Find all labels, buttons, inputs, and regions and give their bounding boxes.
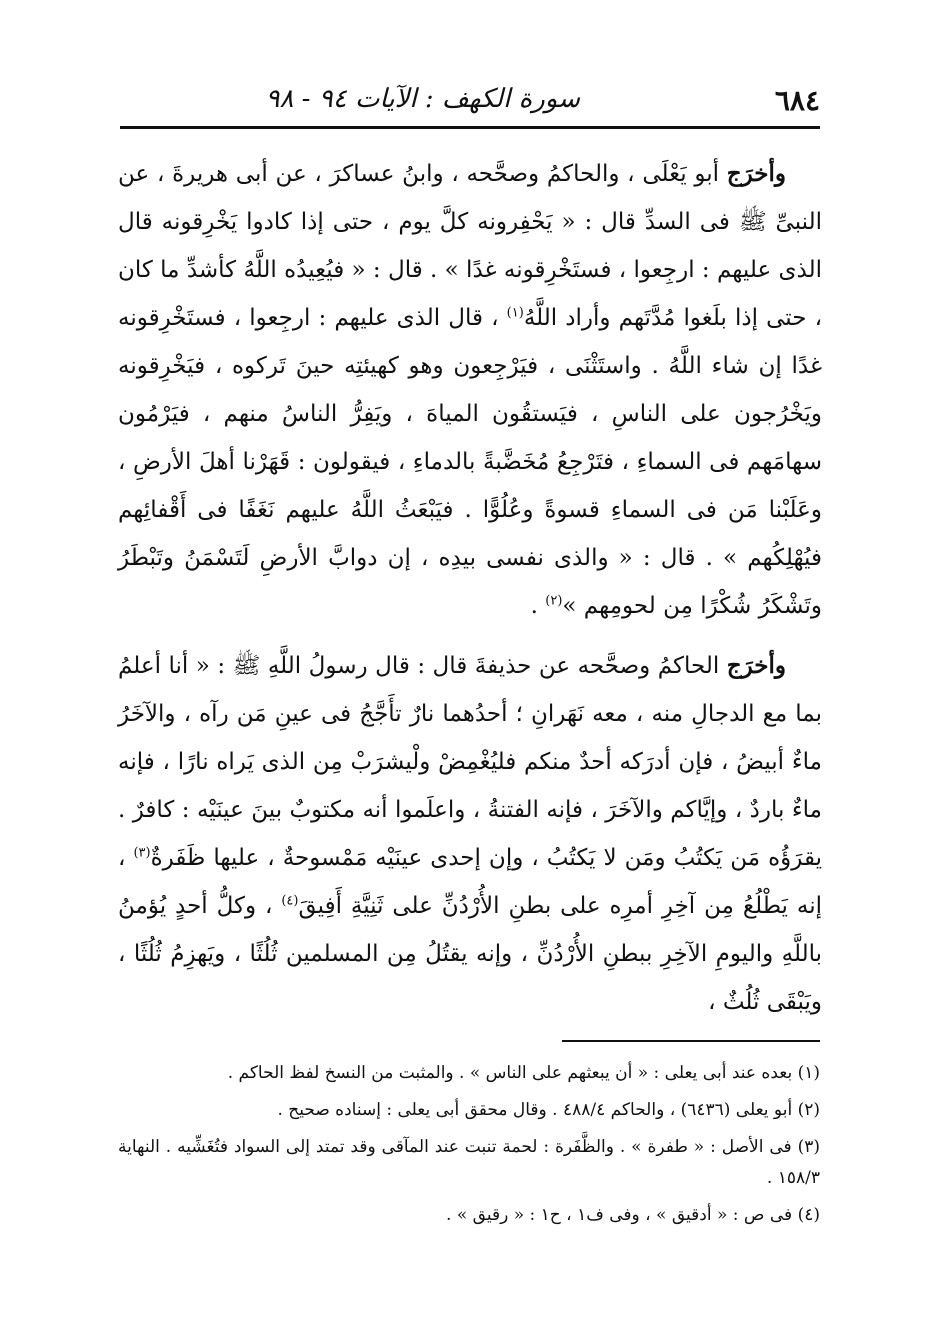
paragraph-text: . [530,593,546,619]
footnote-ref: (٣) [133,845,151,861]
running-title: سورة الكهف : الآيات ٩٤ - ٩٨ [265,84,580,114]
footnote-ref: (٤) [281,893,299,909]
footnote-ref: (١) [506,305,524,321]
paragraph-lead: وأخرَج [726,160,786,187]
paragraph-text: أبو يَعْلَى ، والحاكمُ وصحَّحه ، وابنُ عساكرَ ، عن أبى هريرةَ ، عن النبىِّ ﷺ فى السدِّ قال : « يَحْفِرونه كلَّ يوم ، حتى إذا كادوا يَخْرِقونه قال الذى عليهم : ارجِعوا ، فستَخْرِقونه غدًا » . قال : « فيُعِيدُه اللَّهُ كأشدِّ ما كان ، حتى إذا بلَغوا مُدَّتَهم وأراد اللَّهُ [118,161,823,331]
footnote: (٣) فى الأصل : « طفرة » . والظَّفَرة : لحمة تنبت عند المآقى وقد تمتد إلى السواد فتُغَشِّيه . النهاية ١٥٨/٣ . [118,1137,820,1188]
footnote-separator [562,1040,820,1042]
footnote-ref: (٢) [545,593,563,609]
paragraph-text: ، إنه يَطْلُعُ مِن آخِرِ أمرِه على بطنِ الأُرْدُنِّ على ثَنِيَّةِ أَفِيقَ [118,845,822,919]
main-text [118,150,822,1026]
footnote: (١) بعده عند أبى يعلى : « أن يبعثهم على الناس » . والمثبت من النسخ لفظ الحاكم . [227,1063,820,1083]
paragraph [118,642,822,1026]
page-header [120,70,820,120]
paragraph [118,150,822,630]
page-number: ٦٨٤ [774,84,820,117]
paragraph-lead: وأخرَج [726,652,786,679]
footnote: (٢) أبو يعلى (٦٤٣٦) ، والحاكم ٤٨٨/٤ . وقال محقق أبى يعلى : إسناده صحيح . [277,1100,820,1120]
footnote: (٤) فى ص : « أدقيق » ، وفى ف١ ، ح١ : « رقيق » . [446,1205,820,1225]
footnotes [118,1058,820,1237]
paragraph-text: ، وكلُّ أحدٍ يُؤمنُ باللَّهِ واليومِ الآخِرِ ببطنِ الأُرْدُنِّ ، وإنه يقتُلُ مِن المسلمين ثُلُثًا ، ويَهزِمُ ثُلُثًا ، ويَبْقَى ثُلُثٌ ، [118,893,822,1015]
paragraph-text: الحاكمُ وصحَّحه عن حذيفةَ قال : قال رسولُ اللَّهِ ﷺ : « أنا أعلمُ بما مع الدجالِ منه ، معه نَهَرانِ ؛ أحدُهما نارٌ تأَجَّجُ فى عينِ مَن رآه ، والآخَرُ ماءٌ أبيضُ ، فإن أدرَكه أحدٌ منكم فليُغْمِضْ ولْيشرَبْ مِن الذى يَراه نارًا ، فإنه ماءٌ باردٌ ، وإيَّاكم والآخَرَ ، فإنه الفتنةُ ، واعلَموا أنه مكتوبٌ بينَ عينَيْه : كافرٌ . يقرَؤُه مَن يَكتُبُ ومَن لا يَكتُبُ ، وإن إحدى عينَيْه مَمْسوحةٌ ، عليها ظَفَرةٌ [118,653,823,871]
header-rule [120,126,820,129]
paragraph-text: ، قال الذى عليهم : ارجِعوا ، فستَخْرِقونه غدًا إن شاء اللَّهُ . واستَثْنَى ، فيَرْجِعون وهو كهيئتِه حينَ تَركوه ، فيَخْرِقونه ويَخْرُجون على الناسِ ، فيَستقُون المياهَ ، ويَفِرُّ الناسُ منهم ، فيَرْمُون سهامَهم فى السماءِ ، فتَرْجِعُ مُخَضَّبةً بالدماءِ ، فيقولون : قَهَرْنا أهلَ الأرضِ ، وعَلَبْنا مَن فى السماءِ قسوةً وعُلُوًّا . فيَبْعَثُ اللَّهُ عليهم نَغَفًا فى أَقْفائِهم فيُهْلِكُهم » . قال : « والذى نفسى بيدِه ، إن دوابَّ الأرضِ لَتَسْمَنُ وتَبْطَرُ وتَشْكَرُ شُكْرًا مِن لحومِهم » [118,305,822,619]
